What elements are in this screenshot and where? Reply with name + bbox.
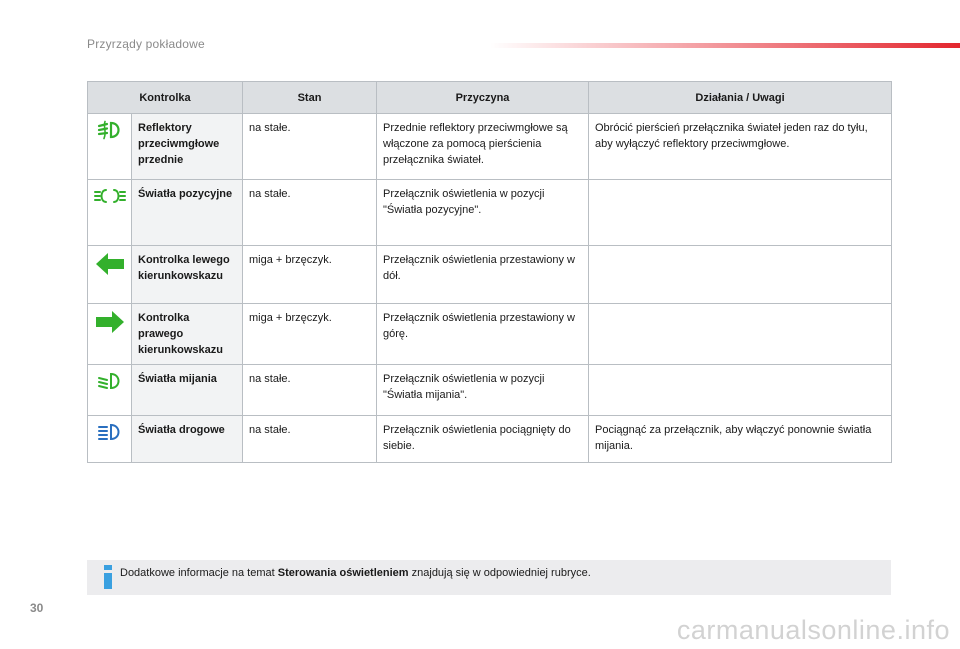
icon-cell	[88, 114, 132, 180]
watermark: carmanualsonline.info	[676, 615, 950, 645]
high-beam-icon	[97, 422, 123, 442]
warning-action	[589, 180, 892, 246]
info-note-box	[87, 560, 891, 595]
warning-name: Światła pozycyjne	[132, 180, 243, 246]
table-row	[88, 365, 892, 416]
warning-cause: Przednie reflektory przeciwmgłowe są włączone za pomocą pierścienia przełącznika świateł.	[377, 114, 589, 180]
info-text-before: Dodatkowe informacje na temat	[120, 567, 278, 579]
warning-name: Kontrolka lewego kierunkowskazu	[132, 246, 243, 304]
warning-action: Pociągnąć za przełącznik, aby włączyć ponownie światła mijania.	[589, 416, 892, 463]
icon-cell	[88, 416, 132, 463]
page-number: 30	[30, 601, 44, 615]
icon-cell	[88, 180, 132, 246]
warning-lights-table	[87, 81, 892, 463]
icon-cell	[88, 304, 132, 365]
icon-cell	[88, 365, 132, 416]
warning-name: Światła mijania	[132, 365, 243, 416]
warning-action: Obrócić pierścień przełącznika świateł jeden raz do tyłu, aby wyłączyć reflektory przeciwmgłowe.	[589, 114, 892, 180]
table-row	[88, 416, 892, 463]
front-fog-lamp-icon	[97, 120, 123, 140]
table-header-row	[88, 82, 892, 114]
column-header-stan: Stan	[243, 82, 377, 114]
warning-cause: Przełącznik oświetlenia w pozycji "Światła mijania".	[377, 365, 589, 416]
info-text-bold: Sterowania oświetleniem	[277, 567, 409, 579]
warning-state: na stałe.	[243, 114, 377, 180]
warning-cause: Przełącznik oświetlenia przestawiony w dół.	[377, 246, 589, 304]
page-section-title: Przyrządy pokładowe	[87, 37, 205, 51]
position-lights-icon	[94, 186, 126, 206]
warning-name: Reflektory przeciwmgłowe przednie	[132, 114, 243, 180]
table-row	[88, 304, 892, 365]
warning-cause: Przełącznik oświetlenia pociągnięty do siebie.	[377, 416, 589, 463]
right-turn-arrow-icon	[95, 310, 125, 334]
table-row	[88, 180, 892, 246]
info-icon	[101, 564, 115, 590]
warning-cause: Przełącznik oświetlenia przestawiony w górę.	[377, 304, 589, 365]
warning-cause: Przełącznik oświetlenia w pozycji "Światła pozycyjne".	[377, 180, 589, 246]
table-row	[88, 114, 892, 180]
info-note-text	[120, 565, 591, 581]
warning-state: na stałe.	[243, 416, 377, 463]
info-text-after: znajdują się w odpowiedniej rubryce.	[408, 567, 591, 579]
warning-name: Światła drogowe	[132, 416, 243, 463]
warning-action	[589, 304, 892, 365]
warning-state: na stałe.	[243, 180, 377, 246]
warning-state: miga + brzęczyk.	[243, 246, 377, 304]
column-header-kontrolka: Kontrolka	[88, 82, 243, 114]
low-beam-icon	[97, 371, 123, 391]
column-header-przyczyna: Przyczyna	[377, 82, 589, 114]
icon-cell	[88, 246, 132, 304]
header-accent-bar	[490, 43, 960, 48]
warning-name: Kontrolka prawego kierunkowskazu	[132, 304, 243, 365]
warning-action	[589, 365, 892, 416]
column-header-dzialania: Działania / Uwagi	[589, 82, 892, 114]
table-row	[88, 246, 892, 304]
warning-state: na stałe.	[243, 365, 377, 416]
left-turn-arrow-icon	[95, 252, 125, 276]
warning-action	[589, 246, 892, 304]
warning-state: miga + brzęczyk.	[243, 304, 377, 365]
